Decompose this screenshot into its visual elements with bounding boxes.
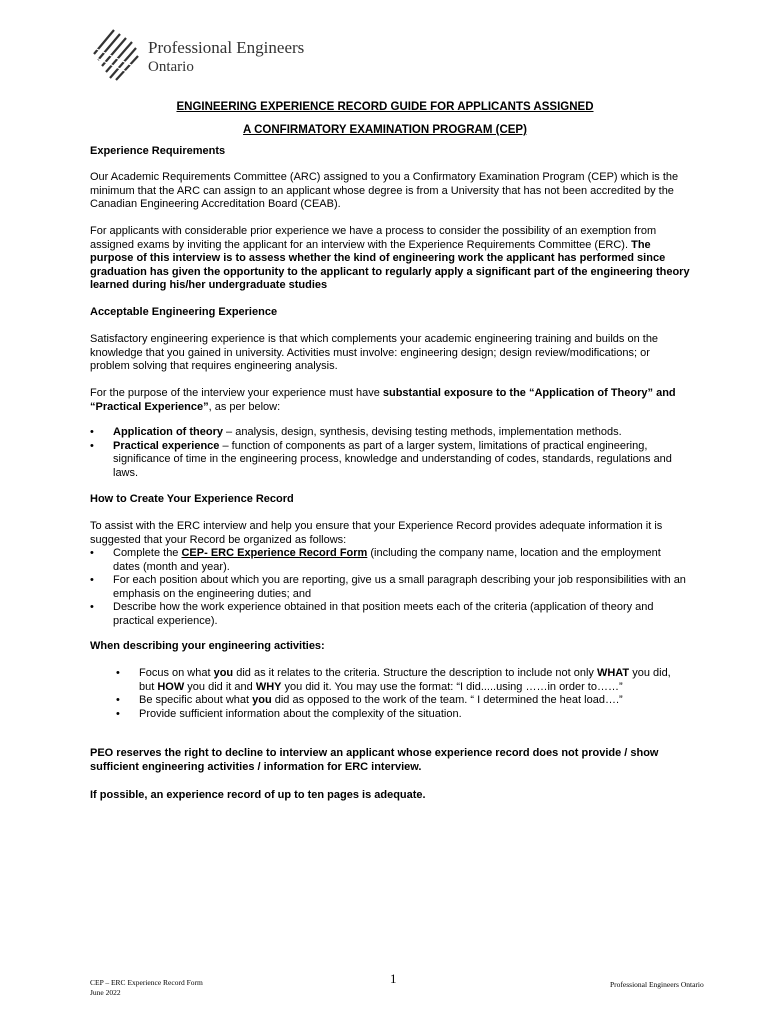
bullet-icon: • <box>90 601 94 613</box>
list-item <box>90 601 690 628</box>
create-steps-list <box>90 547 690 628</box>
footer-left <box>90 978 203 998</box>
describe-text: you did it and <box>184 680 256 693</box>
describing-list <box>116 667 676 721</box>
peo-logo <box>88 26 318 82</box>
paragraph-assist-text: To assist with the ERC interview and help you ensure that your Experience Record provides adequate information it is suggested that your Record be organized as follows: <box>90 520 663 546</box>
footer-form-name: CEP – ERC Experience Record Form <box>90 978 203 987</box>
paragraph-exemption-plain: For applicants with considerable prior experience we have a process to consider the possibility of an exemption from assigned exams by inviting the applicant for an interview with the Experience Requirements Committee (ERC). <box>90 225 657 251</box>
describe-bold: HOW <box>157 680 185 693</box>
list-item <box>90 440 690 481</box>
paragraph-interview-purpose-text <box>90 387 690 414</box>
paragraph-satisfactory <box>90 333 690 374</box>
paragraph-arc <box>90 171 690 212</box>
paragraph-exemption-bold: The purpose of this interview is to assess whether the kind of engineering work the applicant has performed since graduation has given the opportunity to the applicant to regularly apply a significant part of the engineering theory learned during his/her undergraduate studies <box>90 238 690 291</box>
paragraph-interview-purpose <box>90 387 690 414</box>
paragraph-peo-reserves: PEO reserves the right to decline to interview an applicant whose experience record does not provide / show sufficient engineering activities / information for ERC interview. <box>90 747 659 773</box>
criteria-desc: – analysis, design, synthesis, devising testing methods, implementation methods. <box>223 426 622 438</box>
list-item <box>116 708 676 722</box>
step-text-tail: (including the company name, location and the employment dates (month and year). <box>113 547 661 573</box>
describe-text: did as opposed to the work of the team. “ I determined the heat load….” <box>271 694 623 706</box>
list-item <box>116 694 676 708</box>
criteria-term: Practical experience <box>113 439 220 452</box>
criteria-term: Application of theory <box>113 426 223 438</box>
step-text: Describe how the work experience obtained in that position meets each of the criteria (application of theory and practical experience). <box>113 601 654 627</box>
paragraph-exemption <box>90 225 690 293</box>
peo-logo-mark-icon <box>88 26 146 82</box>
section-heading-experience-requirements: Experience Requirements <box>90 145 226 157</box>
describe-text: Be specific about what <box>139 694 253 706</box>
document-title-line2: A CONFIRMATORY EXAMINATION PROGRAM (CEP) <box>243 124 527 136</box>
step-text: For each position about which you are reporting, give us a small paragraph describing your job responsibilities with an emphasis on the engineering duties; and <box>113 574 686 600</box>
list-item <box>90 547 690 574</box>
interview-purpose-bold: substantial exposure to the “Application of Theory” and “Practical Experience” <box>90 387 676 413</box>
criteria-desc: – function of components as part of a larger system, limitations of practical engineering, significance of time in the engineering process, knowledge and understanding of codes, standards, regulations and laws. <box>113 439 672 479</box>
logo-text-line2: Ontario <box>148 59 194 75</box>
bullet-icon: • <box>116 707 120 720</box>
describe-text: you did it. You may use the format: “I did.....using ……in order to……” <box>281 680 623 693</box>
list-item <box>90 426 690 440</box>
interview-purpose-tail: , as per below: <box>208 400 281 413</box>
criteria-list <box>90 426 690 480</box>
describe-text: you did, but <box>139 667 671 693</box>
paragraph-satisfactory-text: Satisfactory engineering experience is that which complements your academic engineering training and builds on the knowledge that you gained in university. Activities must involve: engineering design; design review/modifications; or problem solving that requires engineering analysis. <box>90 333 659 372</box>
paragraph-arc-text: Our Academic Requirements Committee (ARC) assigned to you a Confirmatory Examination Program (CEP) which is the minimum that the ARC can assign to an applicant whose degree is from a University that has not been accredited by the Canadian Engineering Accreditation Board (CEAB). <box>90 171 679 210</box>
section-heading-describing: When describing your engineering activities: <box>90 640 325 652</box>
logo-text-line1: Professional Engineers <box>148 38 305 57</box>
describe-bold: WHAT <box>596 667 630 679</box>
section-heading-acceptable-experience: Acceptable Engineering Experience <box>90 306 278 318</box>
describe-bold: you <box>213 667 234 679</box>
bullet-icon: • <box>90 574 94 586</box>
document-title-line1: ENGINEERING EXPERIENCE RECORD GUIDE FOR APPLICANTS ASSIGNED <box>176 101 594 113</box>
experience-record-form-link[interactable]: CEP- ERC Experience Record Form <box>181 547 368 559</box>
list-item <box>116 667 676 694</box>
paragraph-assist <box>90 520 690 547</box>
footer-organization: Professional Engineers Ontario <box>610 980 704 989</box>
bullet-icon: • <box>116 667 120 679</box>
section-heading-create-record: How to Create Your Experience Record <box>90 493 294 505</box>
footer-date: June 2022 <box>90 988 121 997</box>
bullet-icon: • <box>90 426 94 438</box>
describe-bold: WHY <box>255 680 282 693</box>
describe-bold: you <box>252 694 272 706</box>
step-text: Complete the <box>113 547 182 559</box>
paragraph-exemption-text <box>90 225 690 293</box>
interview-purpose-plain: For the purpose of the interview your experience must have <box>90 387 383 399</box>
paragraph-page-limit: If possible, an experience record of up to ten pages is adequate. <box>90 789 426 801</box>
describe-text: Focus on what <box>139 667 214 679</box>
describe-text: did as it relates to the criteria. Structure the description to include not only <box>233 667 597 679</box>
bullet-icon: • <box>116 694 120 706</box>
list-item <box>90 574 690 601</box>
describe-text: Provide sufficient information about the complexity of the situation. <box>139 707 462 720</box>
bullet-icon: • <box>90 439 94 452</box>
bullet-icon: • <box>90 547 94 559</box>
page-number: 1 <box>390 971 397 986</box>
